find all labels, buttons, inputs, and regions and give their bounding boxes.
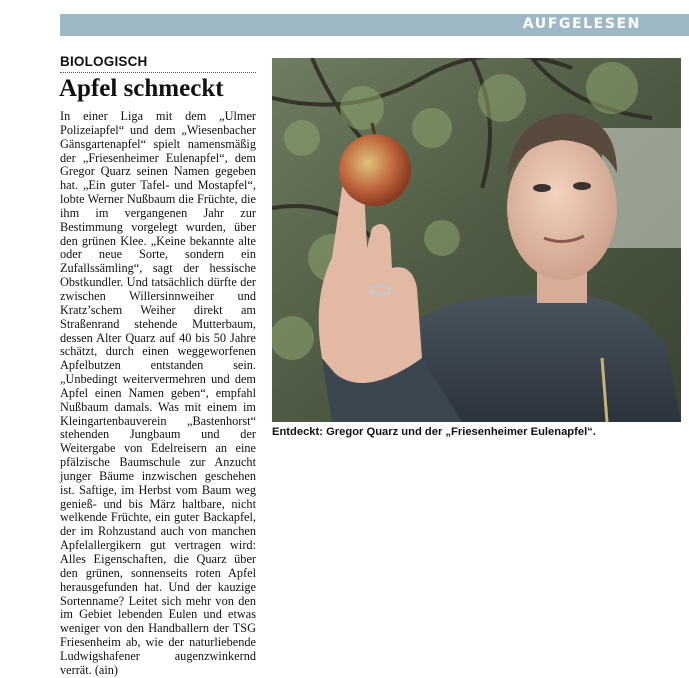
apple xyxy=(339,134,411,206)
section-title: AUFGELESEN xyxy=(522,16,641,32)
article-headline: Apfel schmeckt xyxy=(59,75,224,102)
face xyxy=(507,136,617,280)
section-banner xyxy=(60,14,689,36)
article-kicker: BIOLOGISCH xyxy=(60,54,256,73)
eye-left xyxy=(533,184,551,192)
eye-right xyxy=(573,182,591,190)
article-body: In einer Liga mit dem „Ulmer Polizeiapfel“ und dem „Wiesenbacher Gänsgartenapfel“ spielt namensmäßig der „Friesenheimer Eulenapfel“, dem Gregor Quarz seinen Namen gegeben hat. „Ein guter Tafel- und Mostapfel“, lobte Werner Nußbaum die Früchte, die ihm im vergangenen Jahr zur Bestimmung vorgelegt wurden, über den grünen Klee. „Keine bekannte alte oder neue Sorte, sondern ein Zufallssämling“, sagt der hessische Obstkundler. Und tatsächlich dürfte der zwischen Willersinnweiher und Kratz’schem Weiher direkt am Straßenrand stehende Mutterbaum, dessen Alter Quarz auf 40 bis 50 Jahre schätzt, durch einen weggeworfenen Apfelbutzen entstanden sein. „Unbedingt weitervermehren und dem Apfel einen Namen geben“, empfahl Nußbaum damals. Was mit einem im Kleingartenbauverein „Bastenhorst“ stehenden Jungbaum und der Weitergabe von Edelreisern an eine pfälzische Baumschule zur Anzucht junger Bäume inzwischen geschehen ist. Saftige, im Herbst vom Baum weg genieß- und bis März haltbare, nicht welkende Früchte, ein guter Backapfel, der im Rohzustand auch von manchen Apfelallergikern gut vertragen wird: Alles Eigenschaften, die Quarz über den grünen, sonnenseits roten Apfel herausgefunden hat. Und der kauzige Sortenname? Leitet sich mehr von den im Gebiet lebenden Eulen und etwas weniger von den Handballern der TSG Friesenheim ab, wie der naturliebende Ludwigshafener augenzwinkernd verrät. (ain) xyxy=(60,109,256,677)
article-photo xyxy=(272,58,681,422)
photo-caption: Entdeckt: Gregor Quarz und der „Friesenheimer Eulenapfel“. xyxy=(272,426,596,438)
